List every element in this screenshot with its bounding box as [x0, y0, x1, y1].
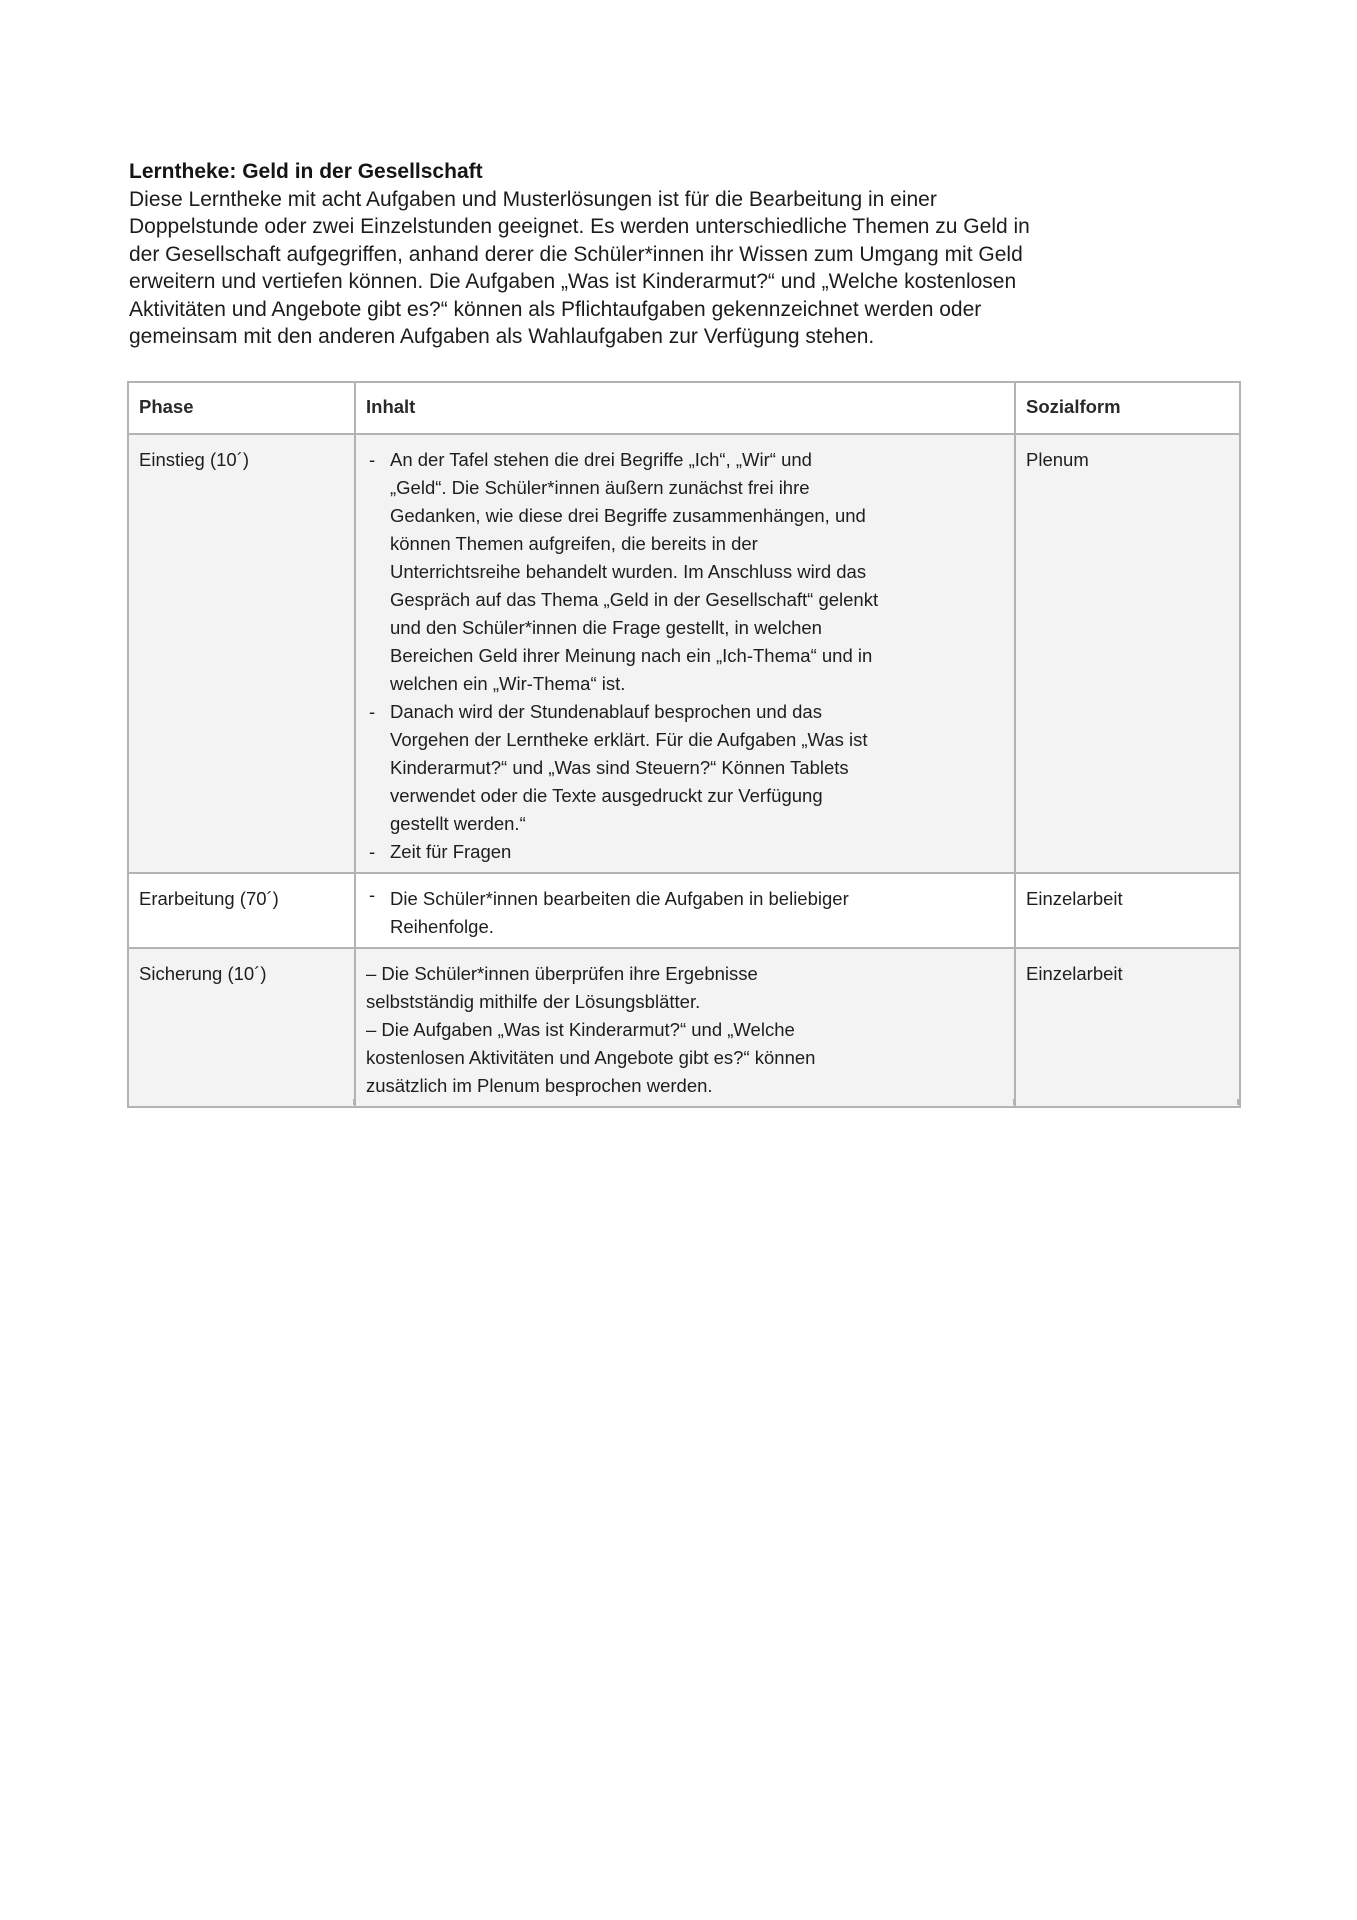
content-line: und den Schüler*innen die Frage gestellt, in welchen — [390, 617, 822, 638]
intro-paragraph-line: gemeinsam mit den anderen Aufgaben als Wahlaufgaben zur Verfügung stehen. — [129, 325, 875, 348]
social-form-label: Einzelarbeit — [1026, 963, 1123, 984]
content-bullet-item — [366, 446, 1004, 698]
table-row-erarbeitung — [128, 873, 1240, 948]
content-line: Vorgehen der Lerntheke erklärt. Für die Aufgaben „Was ist — [390, 729, 868, 750]
content-line: Danach wird der Stundenablauf besprochen und das — [390, 701, 822, 722]
table-border-stub — [127, 1099, 129, 1105]
header-content: Inhalt — [355, 382, 1015, 434]
content-line: Unterrichtsreihe behandelt wurden. Im Anschluss wird das — [390, 561, 867, 582]
content-line: können Themen aufgreifen, die bereits in der — [390, 533, 758, 554]
content-line: zusätzlich im Plenum besprochen werden. — [366, 1075, 713, 1096]
content-bullet-item — [366, 838, 1004, 866]
content-line: Reihenfolge. — [390, 916, 494, 937]
dash-bullet-icon: - — [369, 841, 376, 862]
table-border-stub — [353, 1099, 355, 1105]
cell-content — [355, 873, 1015, 948]
cell-social-form — [1015, 948, 1240, 1107]
dash-bullet-icon: - — [369, 701, 376, 722]
content-line: Zeit für Fragen — [390, 841, 512, 862]
intro-paragraph-line: Diese Lerntheke mit acht Aufgaben und Musterlösungen ist für die Bearbeitung in einer — [129, 187, 937, 211]
content-line: Kinderarmut?“ und „Was sind Steuern?“ Können Tablets — [390, 757, 849, 778]
phase-label: Sicherung (10´) — [139, 963, 267, 984]
document-title: Lerntheke: Geld in der Gesellschaft — [129, 160, 483, 183]
content-line: gestellt werden.“ — [390, 813, 526, 834]
phase-label: Einstieg (10´) — [139, 449, 250, 470]
table-border-stub — [1013, 1099, 1015, 1105]
content-line: Die Schüler*innen bearbeiten die Aufgaben in beliebiger — [390, 888, 849, 909]
content-line: kostenlosen Aktivitäten und Angebote gibt es?“ können — [366, 1047, 816, 1068]
social-form-label: Plenum — [1026, 449, 1089, 470]
content-bullet-item — [366, 885, 1004, 941]
dash-bullet-icon: - — [369, 884, 376, 905]
intro-section — [129, 158, 1249, 351]
header-phase: Phase — [128, 382, 355, 434]
cell-phase — [128, 948, 355, 1107]
content-line: An der Tafel stehen die drei Begriffe „Ich“, „Wir“ und — [390, 449, 812, 470]
intro-paragraph-line: Aktivitäten und Angebote gibt es?“ können als Pflichtaufgaben gekennzeichnet werden oder — [129, 297, 982, 321]
content-line: – Die Schüler*innen überprüfen ihre Ergebnisse — [366, 963, 758, 984]
dash-bullet-icon: - — [369, 449, 376, 470]
content-line: Gedanken, wie diese drei Begriffe zusammenhängen, und — [390, 505, 866, 526]
intro-paragraph-line: der Gesellschaft aufgegriffen, anhand derer die Schüler*innen ihr Wissen zum Umgang mit Geld — [129, 242, 1023, 266]
content-line: Gespräch auf das Thema „Geld in der Gesellschaft“ gelenkt — [390, 589, 879, 610]
table-header-row — [128, 382, 1240, 434]
table-border-stub — [1237, 1099, 1239, 1105]
header-social-form: Sozialform — [1015, 382, 1240, 434]
phase-label: Erarbeitung (70´) — [139, 888, 279, 909]
cell-phase — [128, 434, 355, 873]
intro-paragraph-line: Doppelstunde oder zwei Einzelstunden geeignet. Es werden unterschiedliche Themen zu Geld in — [129, 215, 1030, 238]
content-line: verwendet oder die Texte ausgedruckt zur Verfügung — [390, 785, 823, 806]
content-line: – Die Aufgaben „Was ist Kinderarmut?“ und „Welche — [366, 1019, 795, 1040]
cell-content — [355, 434, 1015, 873]
content-bullet-item — [366, 698, 1004, 838]
intro-paragraph-line: erweitern und vertiefen können. Die Aufgaben „Was ist Kinderarmut?“ und „Welche kostenlosen — [129, 270, 1017, 293]
cell-social-form — [1015, 434, 1240, 873]
content-line: „Geld“. Die Schüler*innen äußern zunächst frei ihre — [390, 477, 810, 498]
cell-phase — [128, 873, 355, 948]
lesson-plan-table — [127, 381, 1241, 1108]
cell-content — [355, 948, 1015, 1107]
cell-social-form — [1015, 873, 1240, 948]
content-line: welchen ein „Wir-Thema“ ist. — [390, 673, 626, 694]
content-line: selbstständig mithilfe der Lösungsblätter. — [366, 991, 701, 1012]
social-form-label: Einzelarbeit — [1026, 888, 1123, 909]
table-row-sicherung — [128, 948, 1240, 1107]
content-line: Bereichen Geld ihrer Meinung nach ein „Ich-Thema“ und in — [390, 645, 873, 666]
table-row-einstieg — [128, 434, 1240, 873]
